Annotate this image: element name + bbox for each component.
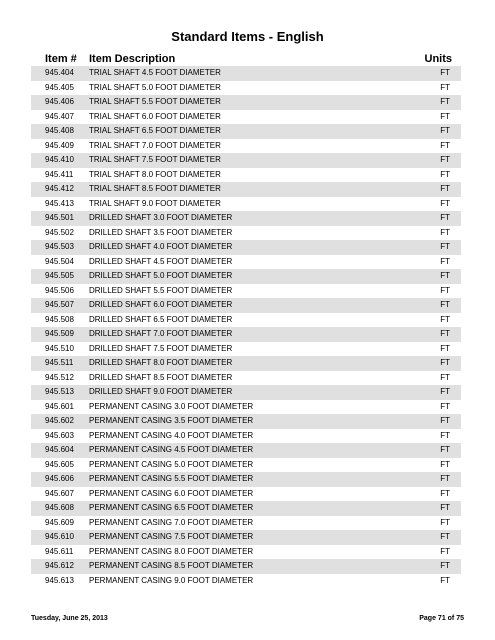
item-unit: FT <box>440 445 450 454</box>
item-number: 945.510 <box>45 343 74 353</box>
items-table <box>31 66 461 588</box>
item-unit: FT <box>440 546 450 556</box>
item-number: 945.608 <box>45 503 74 512</box>
item-number: 945.501 <box>45 213 74 222</box>
item-unit: FT <box>440 329 450 338</box>
footer-page-number: Page 71 of 75 <box>419 615 464 622</box>
table-row <box>31 226 461 241</box>
item-number: 945.504 <box>45 256 74 266</box>
footer-date: Tuesday, June 25, 2013 <box>31 615 108 622</box>
table-row <box>31 487 461 502</box>
table-row <box>31 182 461 197</box>
item-unit: FT <box>440 285 450 295</box>
item-unit: FT <box>440 68 450 77</box>
item-description: DRILLED SHAFT 8.5 FOOT DIAMETER <box>89 372 233 382</box>
table-row <box>31 255 461 270</box>
table-row <box>31 110 461 125</box>
item-description: PERMANENT CASING 5.0 FOOT DIAMETER <box>89 459 254 469</box>
item-number: 945.604 <box>45 445 74 454</box>
table-row <box>31 356 461 371</box>
item-number: 945.513 <box>45 387 74 396</box>
item-unit: FT <box>440 155 450 164</box>
item-unit: FT <box>440 561 450 570</box>
item-number: 945.502 <box>45 227 74 237</box>
item-description: TRIAL SHAFT 5.5 FOOT DIAMETER <box>89 97 221 106</box>
table-row <box>31 516 461 531</box>
item-number: 945.408 <box>45 126 74 135</box>
item-unit: FT <box>440 401 450 411</box>
table-row <box>31 139 461 154</box>
item-unit: FT <box>440 213 450 222</box>
table-row <box>31 429 461 444</box>
item-unit: FT <box>440 198 450 208</box>
item-description: TRIAL SHAFT 7.0 FOOT DIAMETER <box>89 140 221 150</box>
item-description: TRIAL SHAFT 4.5 FOOT DIAMETER <box>89 68 221 77</box>
item-description: TRIAL SHAFT 8.0 FOOT DIAMETER <box>89 169 221 179</box>
table-row <box>31 284 461 299</box>
table-row <box>31 371 461 386</box>
table-row <box>31 458 461 473</box>
item-unit: FT <box>440 314 450 324</box>
table-row <box>31 81 461 96</box>
table-row <box>31 501 461 516</box>
item-unit: FT <box>440 97 450 106</box>
item-description: TRIAL SHAFT 5.0 FOOT DIAMETER <box>89 82 221 92</box>
item-number: 945.410 <box>45 155 74 164</box>
item-unit: FT <box>440 271 450 280</box>
item-description: DRILLED SHAFT 3.5 FOOT DIAMETER <box>89 227 233 237</box>
item-description: DRILLED SHAFT 5.5 FOOT DIAMETER <box>89 285 233 295</box>
item-number: 945.603 <box>45 430 74 440</box>
item-number: 945.611 <box>45 546 74 556</box>
item-description: DRILLED SHAFT 3.0 FOOT DIAMETER <box>89 213 233 222</box>
table-row <box>31 443 461 458</box>
item-number: 945.505 <box>45 271 74 280</box>
item-number: 945.406 <box>45 97 74 106</box>
table-row <box>31 153 461 168</box>
table-row <box>31 298 461 313</box>
item-number: 945.412 <box>45 184 74 193</box>
item-unit: FT <box>440 488 450 498</box>
item-unit: FT <box>440 503 450 512</box>
item-description: TRIAL SHAFT 7.5 FOOT DIAMETER <box>89 155 221 164</box>
item-description: PERMANENT CASING 7.5 FOOT DIAMETER <box>89 532 254 541</box>
item-unit: FT <box>440 575 450 585</box>
item-unit: FT <box>440 387 450 396</box>
item-number: 945.511 <box>45 358 74 367</box>
item-unit: FT <box>440 343 450 353</box>
item-number: 945.609 <box>45 517 74 527</box>
item-description: DRILLED SHAFT 7.5 FOOT DIAMETER <box>89 343 233 353</box>
item-number: 945.407 <box>45 111 74 121</box>
item-description: DRILLED SHAFT 7.0 FOOT DIAMETER <box>89 329 233 338</box>
item-unit: FT <box>440 300 450 309</box>
item-number: 945.409 <box>45 140 74 150</box>
column-header-units: Units <box>424 53 452 65</box>
table-row <box>31 95 461 110</box>
table-row <box>31 197 461 212</box>
column-header-item-description: Item Description <box>89 53 176 65</box>
table-row <box>31 385 461 400</box>
item-description: TRIAL SHAFT 6.0 FOOT DIAMETER <box>89 111 221 121</box>
item-unit: FT <box>440 372 450 382</box>
table-row <box>31 545 461 560</box>
item-unit: FT <box>440 111 450 121</box>
table-row <box>31 327 461 342</box>
table-row <box>31 66 461 81</box>
item-description: PERMANENT CASING 4.0 FOOT DIAMETER <box>89 430 254 440</box>
item-description: PERMANENT CASING 3.0 FOOT DIAMETER <box>89 401 254 411</box>
item-unit: FT <box>440 169 450 179</box>
item-unit: FT <box>440 474 450 483</box>
item-unit: FT <box>440 532 450 541</box>
item-number: 945.413 <box>45 198 74 208</box>
item-number: 945.606 <box>45 474 74 483</box>
item-unit: FT <box>440 140 450 150</box>
item-description: TRIAL SHAFT 8.5 FOOT DIAMETER <box>89 184 221 193</box>
table-row <box>31 211 461 226</box>
table-row <box>31 342 461 357</box>
table-row <box>31 124 461 139</box>
table-row <box>31 240 461 255</box>
table-row <box>31 574 461 589</box>
item-description: PERMANENT CASING 9.0 FOOT DIAMETER <box>89 575 254 585</box>
item-unit: FT <box>440 517 450 527</box>
table-row <box>31 472 461 487</box>
table-row <box>31 313 461 328</box>
item-unit: FT <box>440 227 450 237</box>
item-unit: FT <box>440 459 450 469</box>
column-header-item-number: Item # <box>45 53 77 65</box>
item-description: PERMANENT CASING 6.0 FOOT DIAMETER <box>89 488 254 498</box>
item-unit: FT <box>440 256 450 266</box>
item-description: PERMANENT CASING 8.0 FOOT DIAMETER <box>89 546 254 556</box>
item-unit: FT <box>440 430 450 440</box>
item-number: 945.605 <box>45 459 74 469</box>
item-unit: FT <box>440 126 450 135</box>
item-description: PERMANENT CASING 5.5 FOOT DIAMETER <box>89 474 254 483</box>
item-number: 945.602 <box>45 416 74 425</box>
item-description: DRILLED SHAFT 6.5 FOOT DIAMETER <box>89 314 233 324</box>
item-number: 945.610 <box>45 532 74 541</box>
table-row <box>31 414 461 429</box>
item-unit: FT <box>440 184 450 193</box>
item-description: PERMANENT CASING 6.5 FOOT DIAMETER <box>89 503 254 512</box>
table-row <box>31 269 461 284</box>
item-number: 945.612 <box>45 561 74 570</box>
item-description: PERMANENT CASING 3.5 FOOT DIAMETER <box>89 416 254 425</box>
item-number: 945.506 <box>45 285 74 295</box>
table-row <box>31 400 461 415</box>
item-description: DRILLED SHAFT 4.5 FOOT DIAMETER <box>89 256 233 266</box>
item-description: PERMANENT CASING 7.0 FOOT DIAMETER <box>89 517 254 527</box>
table-row <box>31 168 461 183</box>
item-description: TRIAL SHAFT 9.0 FOOT DIAMETER <box>89 198 221 208</box>
item-description: DRILLED SHAFT 4.0 FOOT DIAMETER <box>89 242 233 251</box>
item-unit: FT <box>440 242 450 251</box>
item-description: TRIAL SHAFT 6.5 FOOT DIAMETER <box>89 126 221 135</box>
table-row <box>31 559 461 574</box>
item-number: 945.405 <box>45 82 74 92</box>
item-description: PERMANENT CASING 8.5 FOOT DIAMETER <box>89 561 254 570</box>
item-number: 945.507 <box>45 300 74 309</box>
table-row <box>31 530 461 545</box>
page-title: Standard Items - English <box>171 29 324 44</box>
item-number: 945.613 <box>45 575 74 585</box>
item-number: 945.411 <box>45 169 74 179</box>
item-description: DRILLED SHAFT 8.0 FOOT DIAMETER <box>89 358 233 367</box>
item-number: 945.404 <box>45 68 74 77</box>
item-number: 945.509 <box>45 329 74 338</box>
item-number: 945.508 <box>45 314 74 324</box>
item-unit: FT <box>440 358 450 367</box>
item-unit: FT <box>440 416 450 425</box>
item-number: 945.607 <box>45 488 74 498</box>
item-number: 945.503 <box>45 242 74 251</box>
item-description: DRILLED SHAFT 6.0 FOOT DIAMETER <box>89 300 233 309</box>
item-description: DRILLED SHAFT 5.0 FOOT DIAMETER <box>89 271 233 280</box>
item-number: 945.512 <box>45 372 74 382</box>
item-description: DRILLED SHAFT 9.0 FOOT DIAMETER <box>89 387 233 396</box>
item-description: PERMANENT CASING 4.5 FOOT DIAMETER <box>89 445 254 454</box>
item-number: 945.601 <box>45 401 74 411</box>
item-unit: FT <box>440 82 450 92</box>
